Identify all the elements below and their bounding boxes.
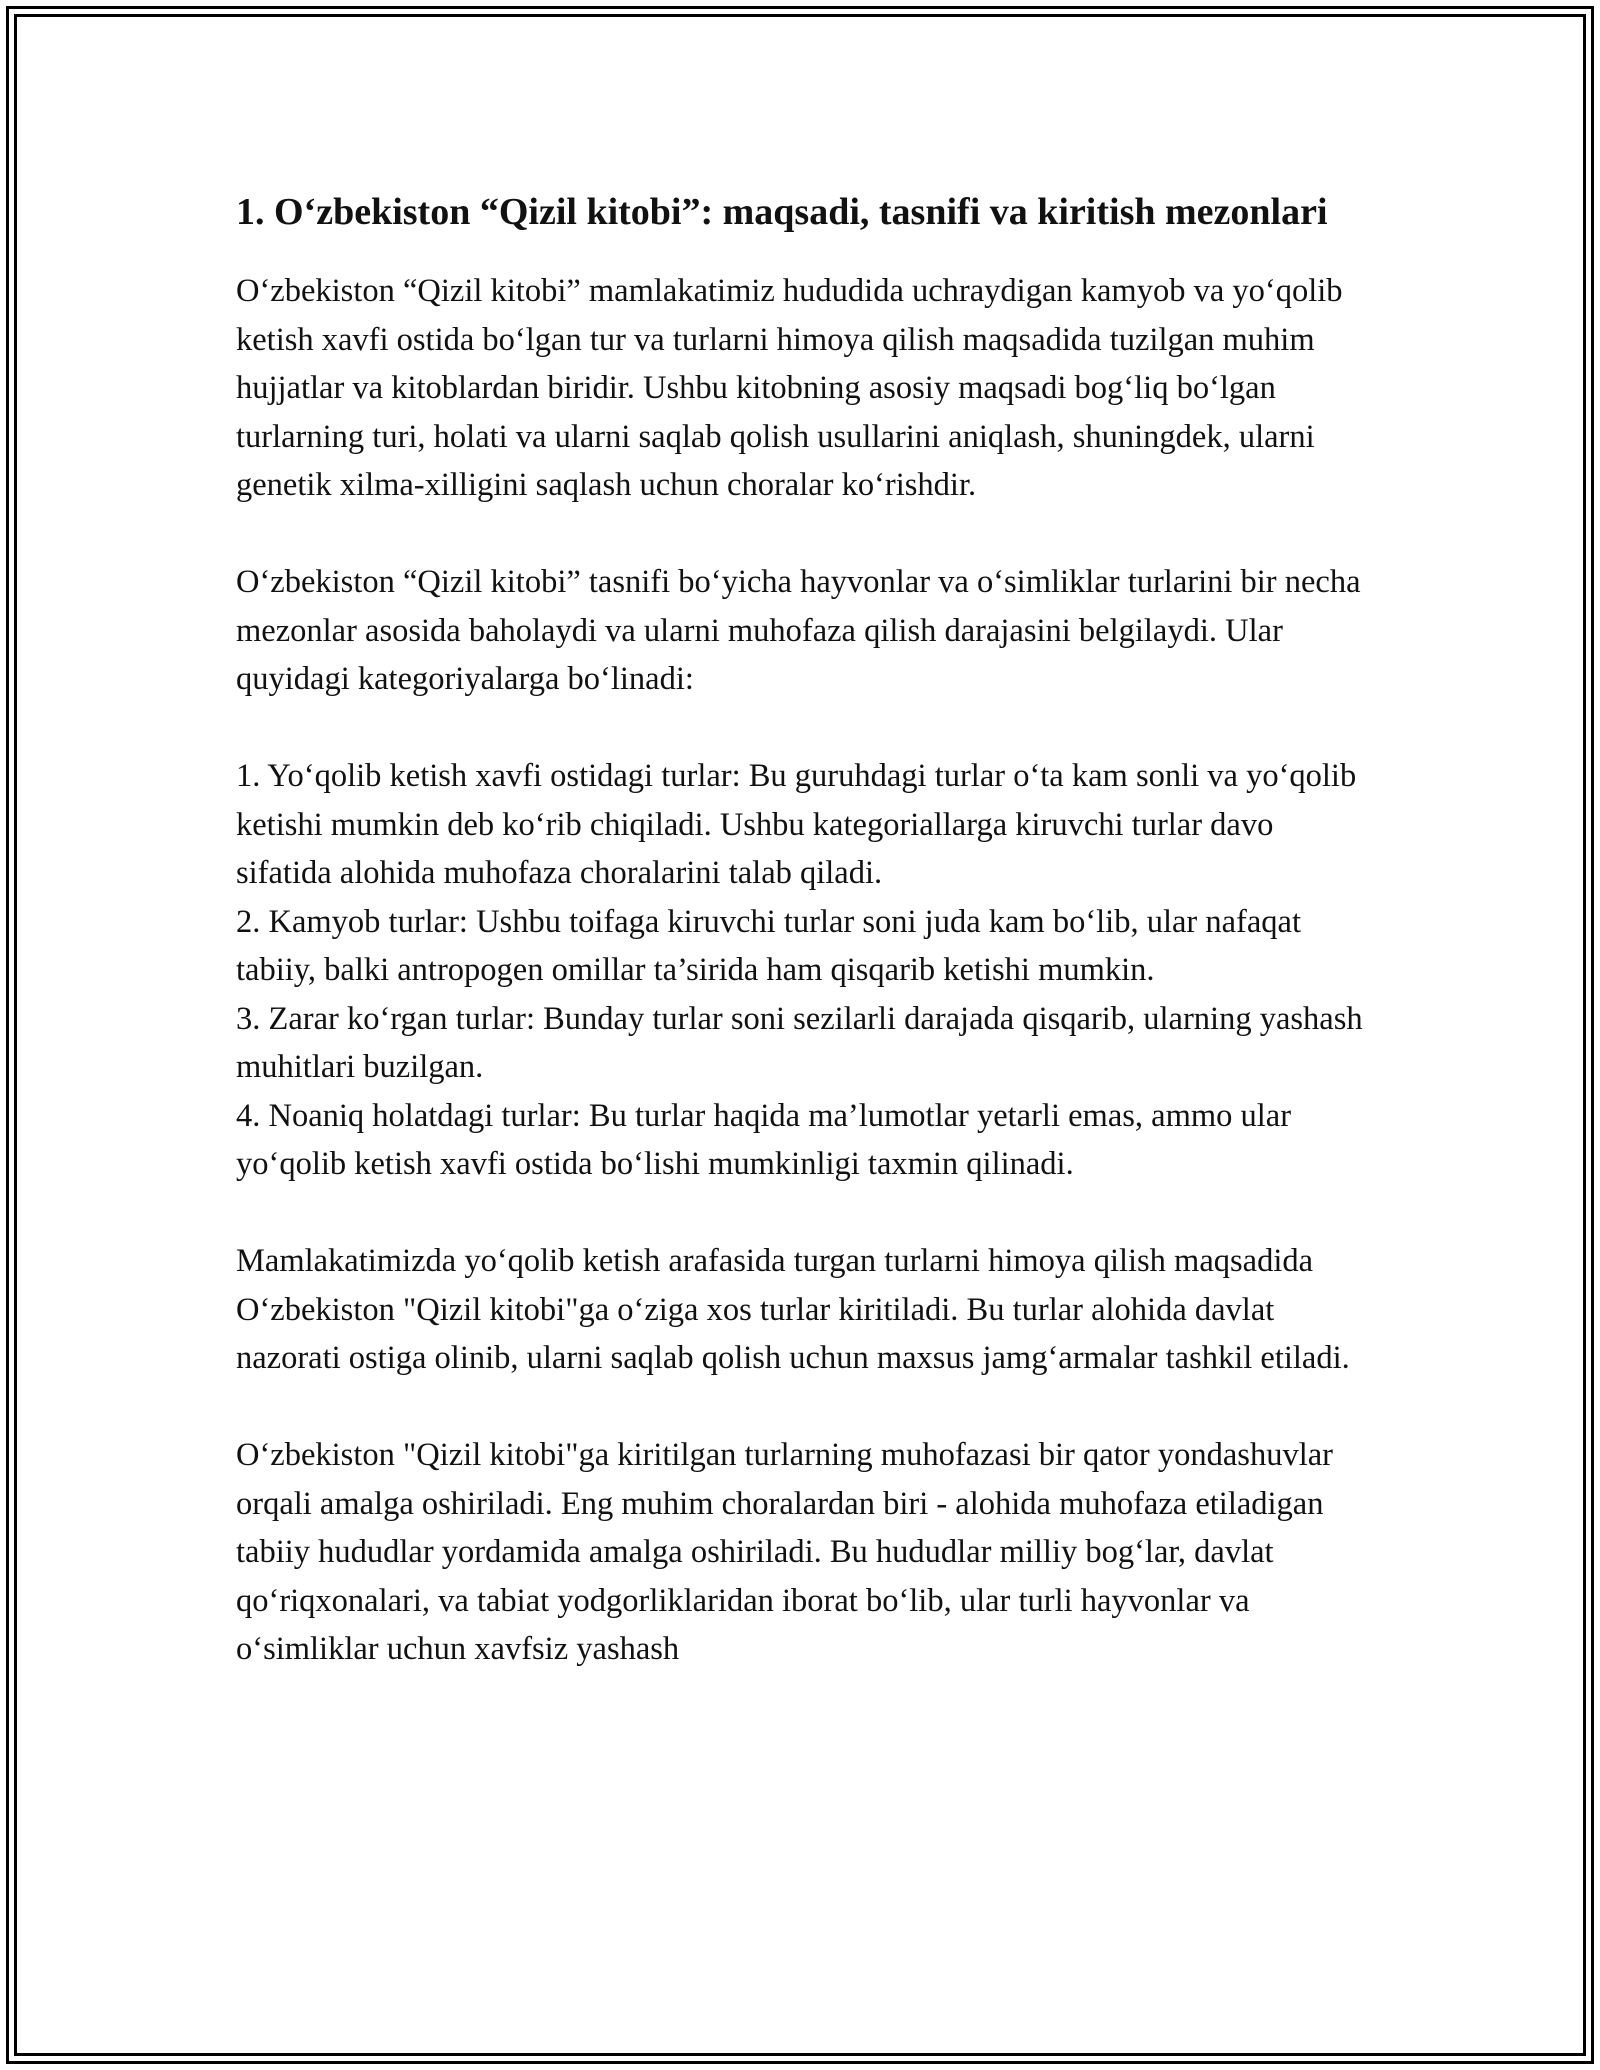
intro-paragraph: O‘zbekiston “Qizil kitobi” mamlakatimiz hududida uchraydigan kamyob va yo‘qolib ketish xavfi ostida bo‘lgan tur va turlarni himoya qilish maqsadida tuzilgan muhim hujjatlar va kitoblardan biridir. Ushbu kitobning asosiy maqsadi bog‘liq bo‘lgan turlarning turi, holati va ularni saqlab qolish usullarini aniqlash, shuningdek, ularni genetik xilma-xilligini saqlash uchun choralar ko‘rishdir. xyxy=(236,273,1343,503)
document-body xyxy=(236,185,1366,1674)
category-list xyxy=(236,752,1366,1189)
inclusion-paragraph: Mamlakatimizda yo‘qolib ketish arafasida turgan turlarni himoya qilish maqsadida O‘zbekiston "Qizil kitobi"ga o‘ziga xos turlar kiritiladi. Bu turlar alohida davlat nazorati ostiga olinib, ularni saqlab qolish uchun maxsus jamg‘armalar tashkil etiladi. xyxy=(236,1243,1350,1376)
list-item: 4. Noaniq holatdagi turlar: Bu turlar haqida ma’lumotlar yetarli emas, ammo ular yo‘qolib ketish xavfi ostida bo‘lishi mumkinligi taxmin qilinadi. xyxy=(236,1097,1292,1182)
list-item: 2. Kamyob turlar: Ushbu toifaga kiruvchi turlar soni juda kam bo‘lib, ular nafaqat tabiiy, balki antropogen omillar ta’sirida ham qisqarib ketishi mumkin. xyxy=(236,903,1301,988)
section-heading: 1. O‘zbekiston “Qizil kitobi”: maqsadi, tasnifi va kiritish mezonlari xyxy=(236,191,1328,233)
list-item: 3. Zarar ko‘rgan turlar: Bunday turlar soni sezilarli darajada qisqarib, ularning yashash muhitlari buzilgan. xyxy=(236,1000,1363,1085)
classification-paragraph: O‘zbekiston “Qizil kitobi” tasnifi bo‘yicha hayvonlar va o‘simliklar turlarini bir necha mezonlar asosida baholaydi va ularni muhofaza qilish darajasini belgilaydi. Ular quyidagi kategoriyalarga bo‘linadi: xyxy=(236,564,1361,697)
list-item: 1. Yo‘qolib ketish xavfi ostidagi turlar: Bu guruhdagi turlar o‘ta kam sonli va yo‘qolib ketishi mumkin deb ko‘rib chiqiladi. Ushbu kategoriallarga kiruvchi turlar davo sifatida alohida muhofaza choralarini talab qiladi. xyxy=(236,758,1357,891)
protection-paragraph: O‘zbekiston "Qizil kitobi"ga kiritilgan turlarning muhofazasi bir qator yondashuvlar orqali amalga oshiriladi. Eng muhim choralardan biri - alohida muhofaza etiladigan tabiiy hududlar yordamida amalga oshiriladi. Bu hududlar milliy bog‘lar, davlat qo‘riqxonalari, va tabiat yodgorliklaridan iborat bo‘lib, ular turli hayvonlar va o‘simliklar uchun xavfsiz yashash xyxy=(236,1437,1333,1667)
